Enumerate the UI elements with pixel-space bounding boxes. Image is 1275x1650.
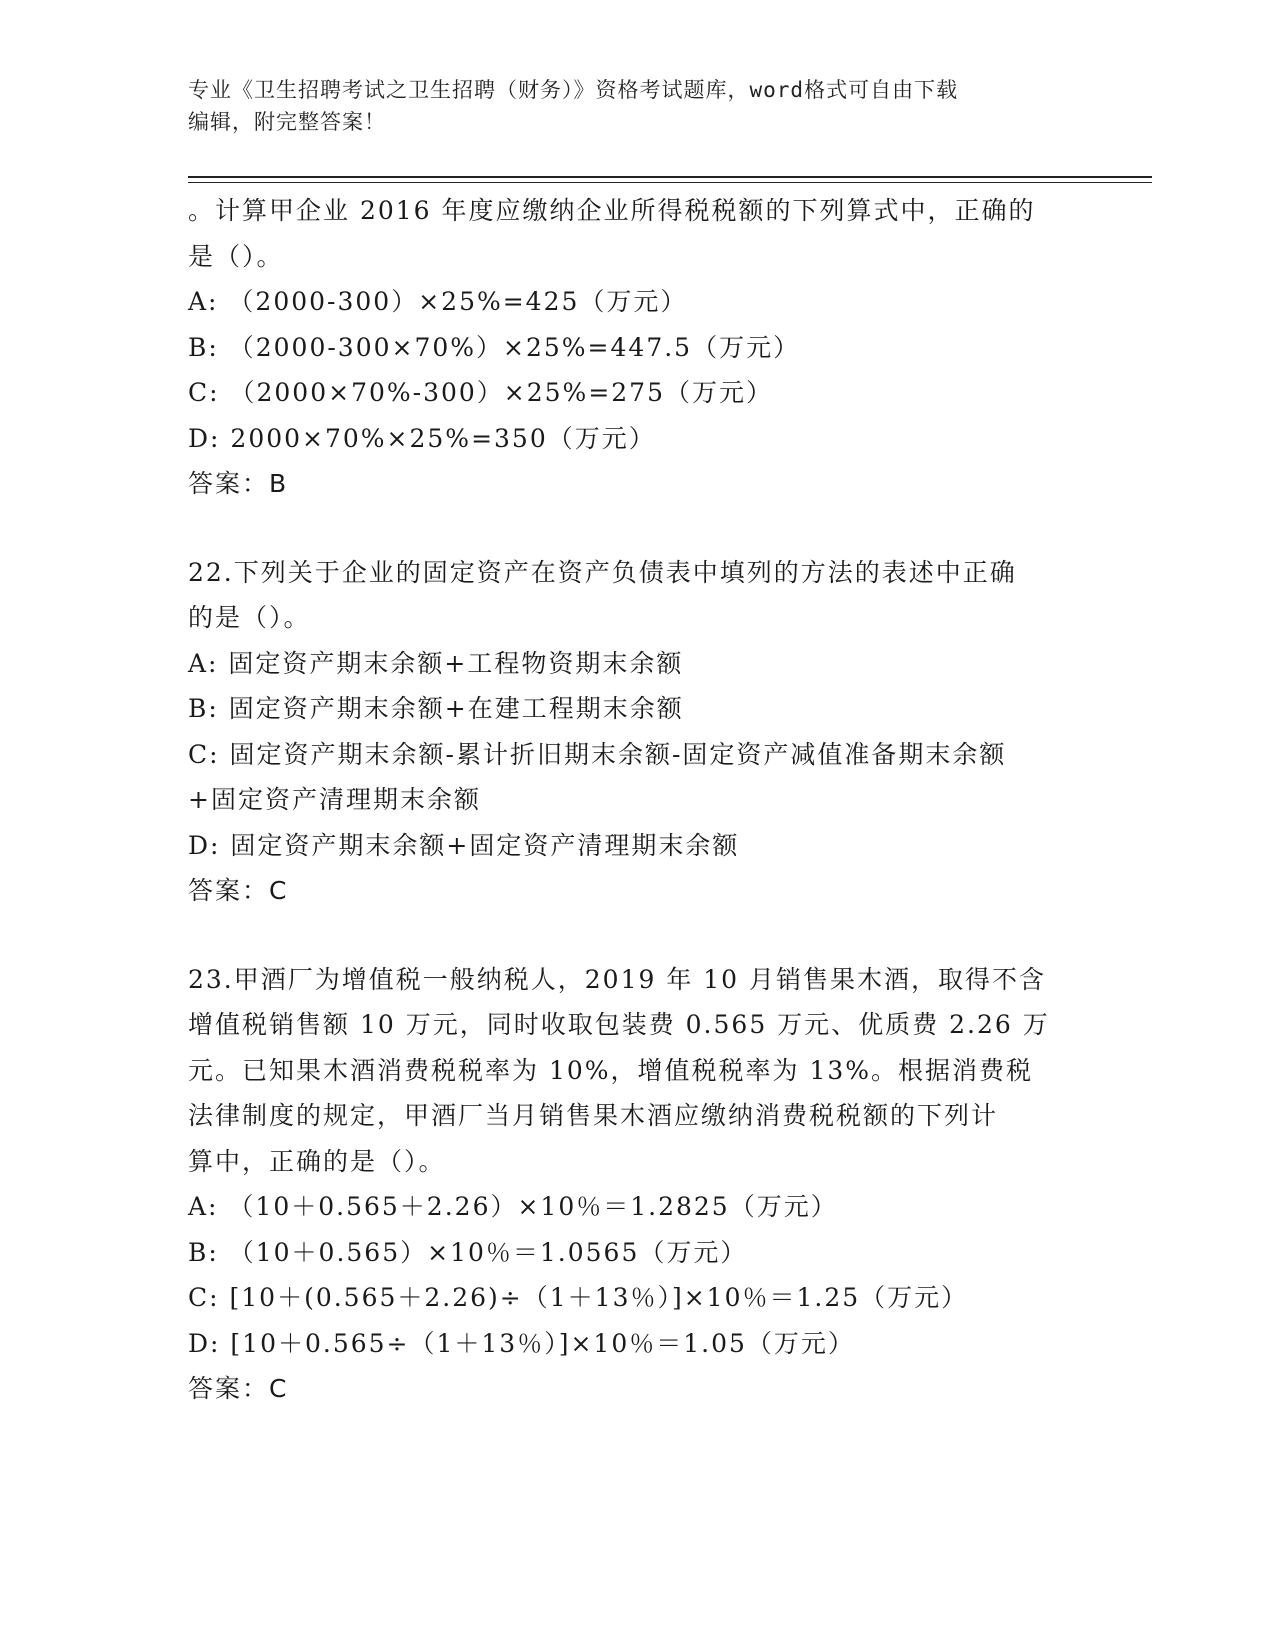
question-content xyxy=(188,188,1088,1412)
question-stem: 法律制度的规定，甲酒厂当月销售果木酒应缴纳消费税税额的下列计 xyxy=(188,1101,999,1130)
question-stem: 是（）。 xyxy=(188,241,284,271)
question-stem: 的是（）。 xyxy=(188,603,311,632)
question-23 xyxy=(188,957,1088,1412)
header-line-2: 编辑，附完整答案！ xyxy=(188,110,386,134)
question-22 xyxy=(188,550,1088,914)
question-gap xyxy=(188,507,1088,550)
answer-line: 答案：B xyxy=(188,469,289,498)
answer-line: 答案：C xyxy=(188,1374,289,1403)
option-b: B: （10＋0.565）×10％＝1.0565（万元） xyxy=(188,1237,748,1267)
question-stem: 22.下列关于企业的固定资产在资产负债表中填列的方法的表述中正确 xyxy=(188,557,1017,587)
option-d: D: 2000×70%×25%=350（万元） xyxy=(188,423,656,453)
option-a: A: （10＋0.565＋2.26）×10％＝1.2825（万元） xyxy=(188,1192,838,1221)
question-stem: 23.甲酒厂为增值税一般纳税人，2019 年 10 月销售果木酒，取得不含 xyxy=(188,964,1047,994)
answer-line: 答案：C xyxy=(188,876,289,905)
option-a: A: （2000-300）×25%=425（万元） xyxy=(188,287,688,316)
question-gap xyxy=(188,914,1088,957)
question-stem: 算中，正确的是（）。 xyxy=(188,1146,446,1176)
header-line-1: 专业《卫生招聘考试之卫生招聘（财务）》资格考试题库，word格式可自由下载 xyxy=(188,78,959,102)
option-b: B: （2000-300×70%）×25%=447.5（万元） xyxy=(188,332,801,362)
header-divider-thin xyxy=(188,182,1152,183)
question-21 xyxy=(188,188,1088,507)
header-divider-thick xyxy=(188,176,1152,178)
option-c: C: 固定资产期末余额-累计折旧期末余额-固定资产减值准备期末余额 xyxy=(188,739,1007,769)
question-stem: 元。已知果木酒消费税税率为 10%，增值税税率为 13%。根据消费税 xyxy=(188,1055,1034,1085)
option-a: A: 固定资产期末余额+工程物资期末余额 xyxy=(188,648,684,678)
question-stem: 增值税销售额 10 万元，同时收取包装费 0.565 万元、优质费 2.26 万 xyxy=(188,1010,1050,1039)
question-stem: 。计算甲企业 2016 年度应缴纳企业所得税税额的下列算式中，正确的 xyxy=(188,196,1036,225)
option-c-continued: +固定资产清理期末余额 xyxy=(188,785,481,814)
document-header xyxy=(188,74,1068,138)
option-c: C: （2000×70%-300）×25%=275（万元） xyxy=(188,378,773,407)
option-d: D: 固定资产期末余额+固定资产清理期末余额 xyxy=(188,830,740,860)
option-c: C: [10＋(0.565＋2.26)÷（1＋13％）]×10％＝1.25（万元） xyxy=(188,1283,969,1312)
option-b: B: 固定资产期末余额+在建工程期末余额 xyxy=(188,694,684,723)
option-d: D: [10＋0.565÷（1＋13％）]×10％＝1.05（万元） xyxy=(188,1328,855,1358)
